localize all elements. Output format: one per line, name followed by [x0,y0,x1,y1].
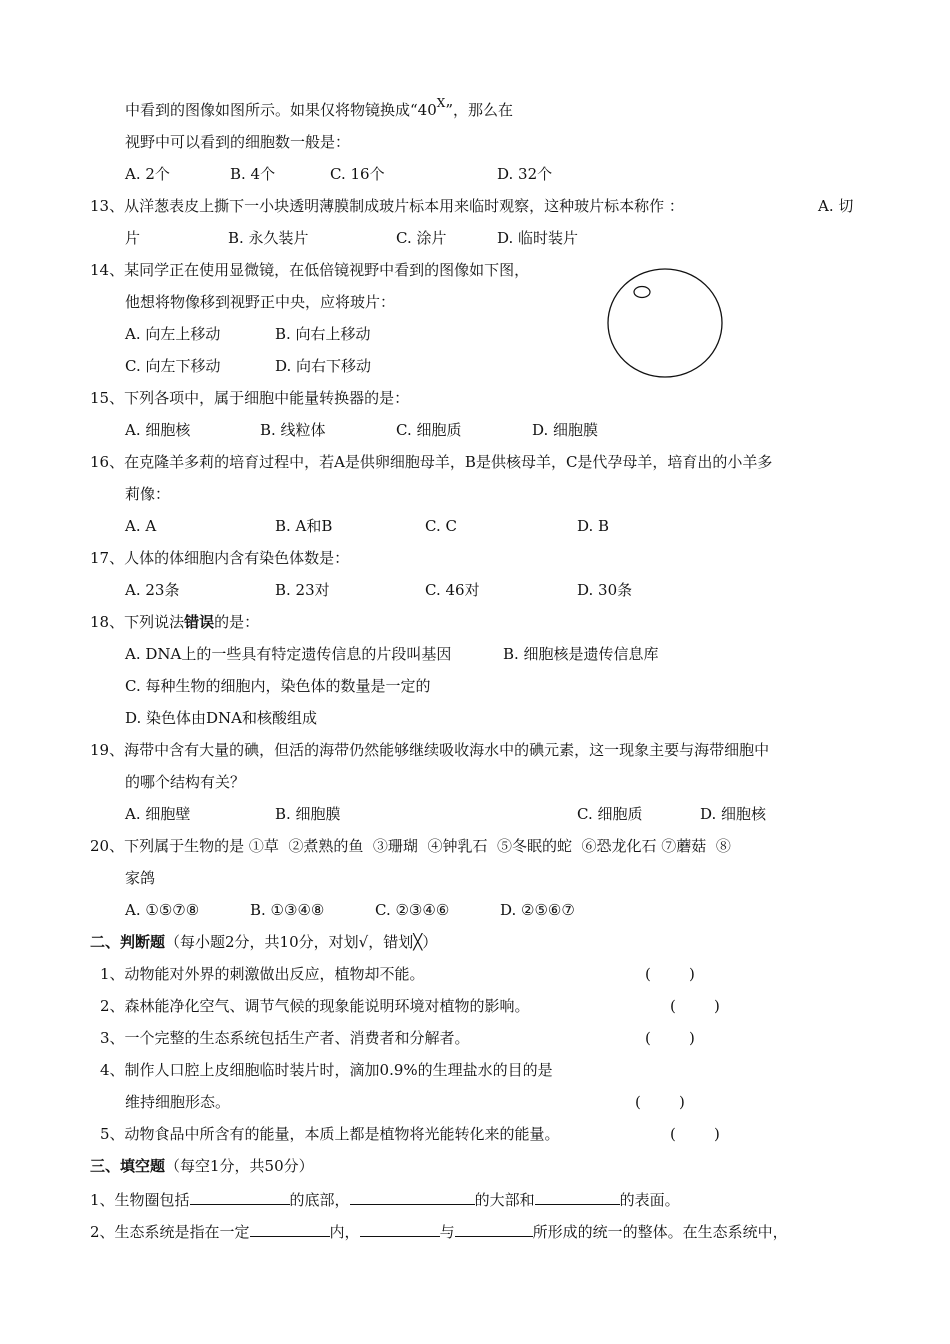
q14-option-c: C. 向左下移动 [125,357,221,375]
q20-line1: 20、下列属于生物的是 ①草 ②煮熟的鱼 ③珊瑚 ④钟乳石 ⑤冬眠的蛇 ⑥恐龙化石 ⑦蘑菇 ⑧ [90,837,731,855]
tf-answer-5[interactable]: ( ) [670,1125,720,1143]
q15-option-d: D. 细胞膜 [532,421,599,439]
q20-option-b: B. ①③④⑧ [250,901,325,919]
q17-option-c: C. 46对 [425,581,480,599]
section2-heading: 二、判断题（每小题2分，共10分，对划√，错划╳） [90,933,438,951]
q13-option-b: B. 永久装片 [228,229,309,247]
q17-option-b: B. 23对 [275,581,330,599]
q18-option-d: D. 染色体由DNA和核酸组成 [125,709,318,727]
section2-title: 二、判断题 [90,933,166,951]
tf-answer-4[interactable]: ( ) [635,1093,685,1111]
q20-option-d: D. ②⑤⑥⑦ [500,901,575,919]
q19-line1: 19、海带中含有大量的碘，但活的海带仍然能够继续吸收海水中的碘元素，这一现象主要与海带细胞中 [90,741,770,759]
q12-option-b: B. 4个 [230,165,276,183]
q15-option-b: B. 线粒体 [260,421,326,439]
q18-line1: 18、下列说法错误的是： [90,613,260,631]
q16-option-d: D. B [577,517,610,535]
q15-line1: 15、下列各项中，属于细胞中能量转换器的是： [90,389,410,407]
fill-blank-2b[interactable] [360,1220,440,1237]
q18-option-c: C. 每种生物的细胞内，染色体的数量是一定的 [125,677,431,695]
fill-blank-2a[interactable] [250,1220,330,1237]
q14-option-a: A. 向左上移动 [125,325,221,343]
tf-answer-2[interactable]: ( ) [670,997,720,1015]
q12-option-d: D. 32个 [497,165,553,183]
q13-option-a: A. 切 [818,197,854,215]
q20-option-c: C. ②③④⑥ [375,901,450,919]
q13-option-c: C. 涂片 [396,229,447,247]
fill-blank-2c[interactable] [455,1220,533,1237]
q13-option-d: D. 临时装片 [497,229,579,247]
fill-blank-1b[interactable] [350,1188,475,1205]
section3-title: 三、填空题 [90,1157,166,1175]
q20-line2: 家鸽 [125,869,156,887]
q14-line1: 14、某同学正在使用显微镜，在低倍镜视野中看到的图像如下图， [90,261,530,279]
tf-answer-1[interactable]: ( ) [645,965,695,983]
field-of-view-circle [608,269,722,377]
q20-option-a: A. ①⑤⑦⑧ [125,901,200,919]
q18-option-b: B. 细胞核是遗传信息库 [503,645,659,663]
q17-line1: 17、人体的体细胞内含有染色体数是： [90,549,350,567]
q12-option-a: A. 2个 [125,165,170,183]
q13-line1: 13、从洋葱表皮上撕下一小块透明薄膜制成玻片标本用来临时观察，这种玻片标本称作 ： [90,197,684,215]
tf-answer-3[interactable]: ( ) [645,1029,695,1047]
fill-blank-1a[interactable] [190,1188,290,1205]
q12-times-mark: X [436,96,446,110]
tf-item-4-cont: 维持细胞形态。 [125,1093,231,1111]
q18-emphasis: 错误 [184,613,215,631]
q15-option-a: A. 细胞核 [125,421,191,439]
microscope-field-diagram [600,268,730,383]
tf-item-5: 5、动物食品中所含有的能量，本质上都是植物将光能转化来的能量。 [100,1125,560,1143]
tf-item-3: 3、一个完整的生态系统包括生产者、消费者和分解者。 [100,1029,470,1047]
q17-option-a: A. 23条 [125,581,180,599]
q19-line2: 的哪个结构有关？ [125,773,246,791]
fill-item-2: 2、生态系统是指在一定 内， 与 所形成的统一的整体。在生态系统中， [90,1220,788,1242]
q16-line2: 莉像： [125,485,171,503]
q18-option-a: A. DNA上的一些具有特定遗传信息的片段叫基因 [125,645,452,663]
fill-blank-1c[interactable] [535,1188,620,1205]
tf-item-4: 4、制作人口腔上皮细胞临时装片时，滴加0.9%的生理盐水的目的是 [100,1061,553,1079]
q16-option-c: C. C [425,517,457,535]
q16-option-b: B. A和B [275,517,333,535]
q19-option-d: D. 细胞核 [700,805,767,823]
q16-option-a: A. A [125,517,157,535]
q16-line1: 16、在克隆羊多莉的培育过程中，若A是供卵细胞母羊，B是供核母羊，C是代孕母羊，培育出的小羊多 [90,453,773,471]
tf-item-2: 2、森林能净化空气、调节气候的现象能说明环境对植物的影响。 [100,997,530,1015]
q12-line1: 中看到的图像如图所示。如果仅将物镜换成“$40^X$”，那么在 [125,96,513,119]
q13-line2: 片 [125,229,141,247]
q14-line2: 他想将物像移到视野正中央，应将玻片： [125,293,396,311]
q19-option-a: A. 细胞壁 [125,805,191,823]
q12-option-c: C. 16个 [330,165,385,183]
tf-item-1: 1、动物能对外界的刺激做出反应，植物却不能。 [100,965,425,983]
q19-option-c: C. 细胞质 [577,805,643,823]
q14-option-b: B. 向右上移动 [275,325,371,343]
q14-option-d: D. 向右下移动 [275,357,372,375]
q15-option-c: C. 细胞质 [396,421,462,439]
q17-option-d: D. 30条 [577,581,633,599]
fill-item-1: 1、生物圈包括 的底部， 的大部和 的表面。 [90,1188,680,1210]
q12-line2: 视野中可以看到的细胞数一般是： [125,133,351,151]
section3-heading: 三、填空题（每空1分，共50分） [90,1157,314,1175]
object-image-ellipse [634,287,650,298]
q19-option-b: B. 细胞膜 [275,805,341,823]
